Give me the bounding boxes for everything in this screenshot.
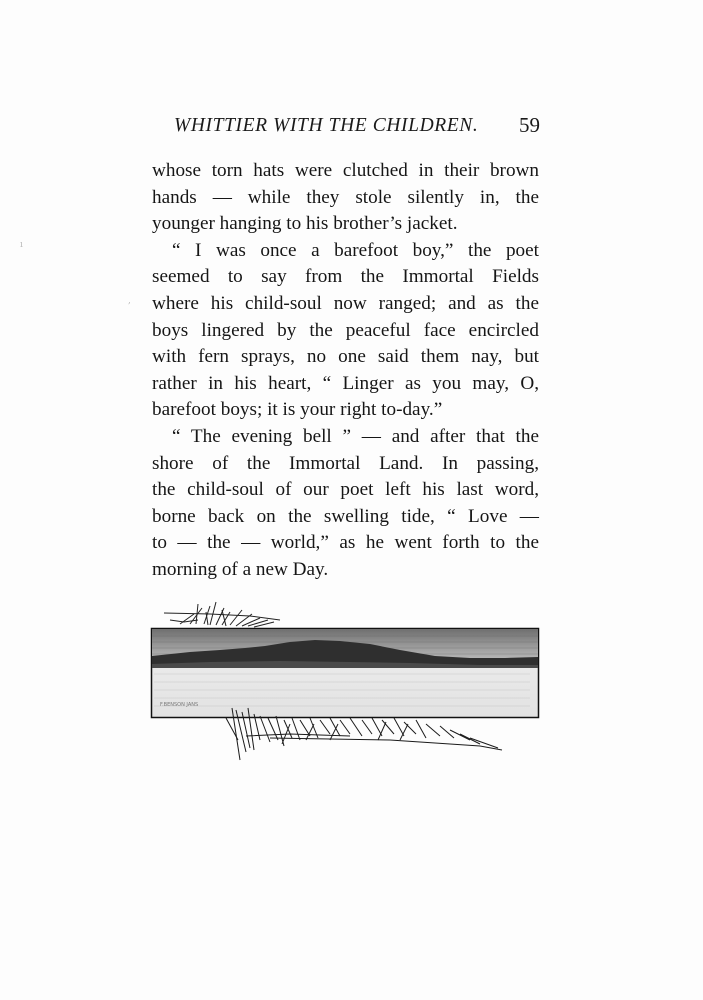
text-line: borne back on the swelling tide, “ Love — (152, 505, 539, 527)
text-line: rather in his heart, “ Linger as you may, O, (152, 372, 539, 394)
text-line: “ The evening bell ” — and after that the (172, 425, 539, 447)
text-line: whose torn hats were clutched in their brown (152, 160, 539, 181)
text-line: to — the — world,” as he went forth to the (152, 532, 539, 554)
running-title: WHITTIER WITH THE CHILDREN. (174, 115, 479, 136)
artist-signature: F.BENSON JANS (160, 702, 199, 708)
stray-mark: , (128, 296, 131, 306)
text-line: with fern sprays, no one said them nay, but (152, 346, 539, 368)
page-header (152, 115, 542, 143)
text-line: shore of the Immortal Land. In passing, (152, 452, 539, 474)
text-line: “ I was once a barefoot boy,” the poet (172, 239, 539, 261)
text-line: the child-soul of our poet left his last word, (152, 479, 539, 501)
text-line: boys lingered by the peaceful face encircled (152, 319, 539, 341)
text-line: hands — while they stole silently in, the (152, 186, 539, 208)
text-line: morning of a new Day. (152, 558, 329, 580)
body-text (152, 158, 539, 584)
text-line: barefoot boys; it is your right to-day.” (152, 399, 443, 421)
landscape-vignette (150, 600, 550, 765)
page-number: 59 (519, 113, 540, 137)
grass-tuft-top (164, 602, 280, 627)
stray-mark: ı (20, 240, 23, 250)
landscape-illustration (150, 600, 550, 765)
text-line: seemed to say from the Immortal Fields (152, 266, 539, 288)
text-line: where his child-soul now ranged; and as the (152, 292, 539, 314)
text-line: younger hanging to his brother’s jacket. (152, 213, 458, 235)
